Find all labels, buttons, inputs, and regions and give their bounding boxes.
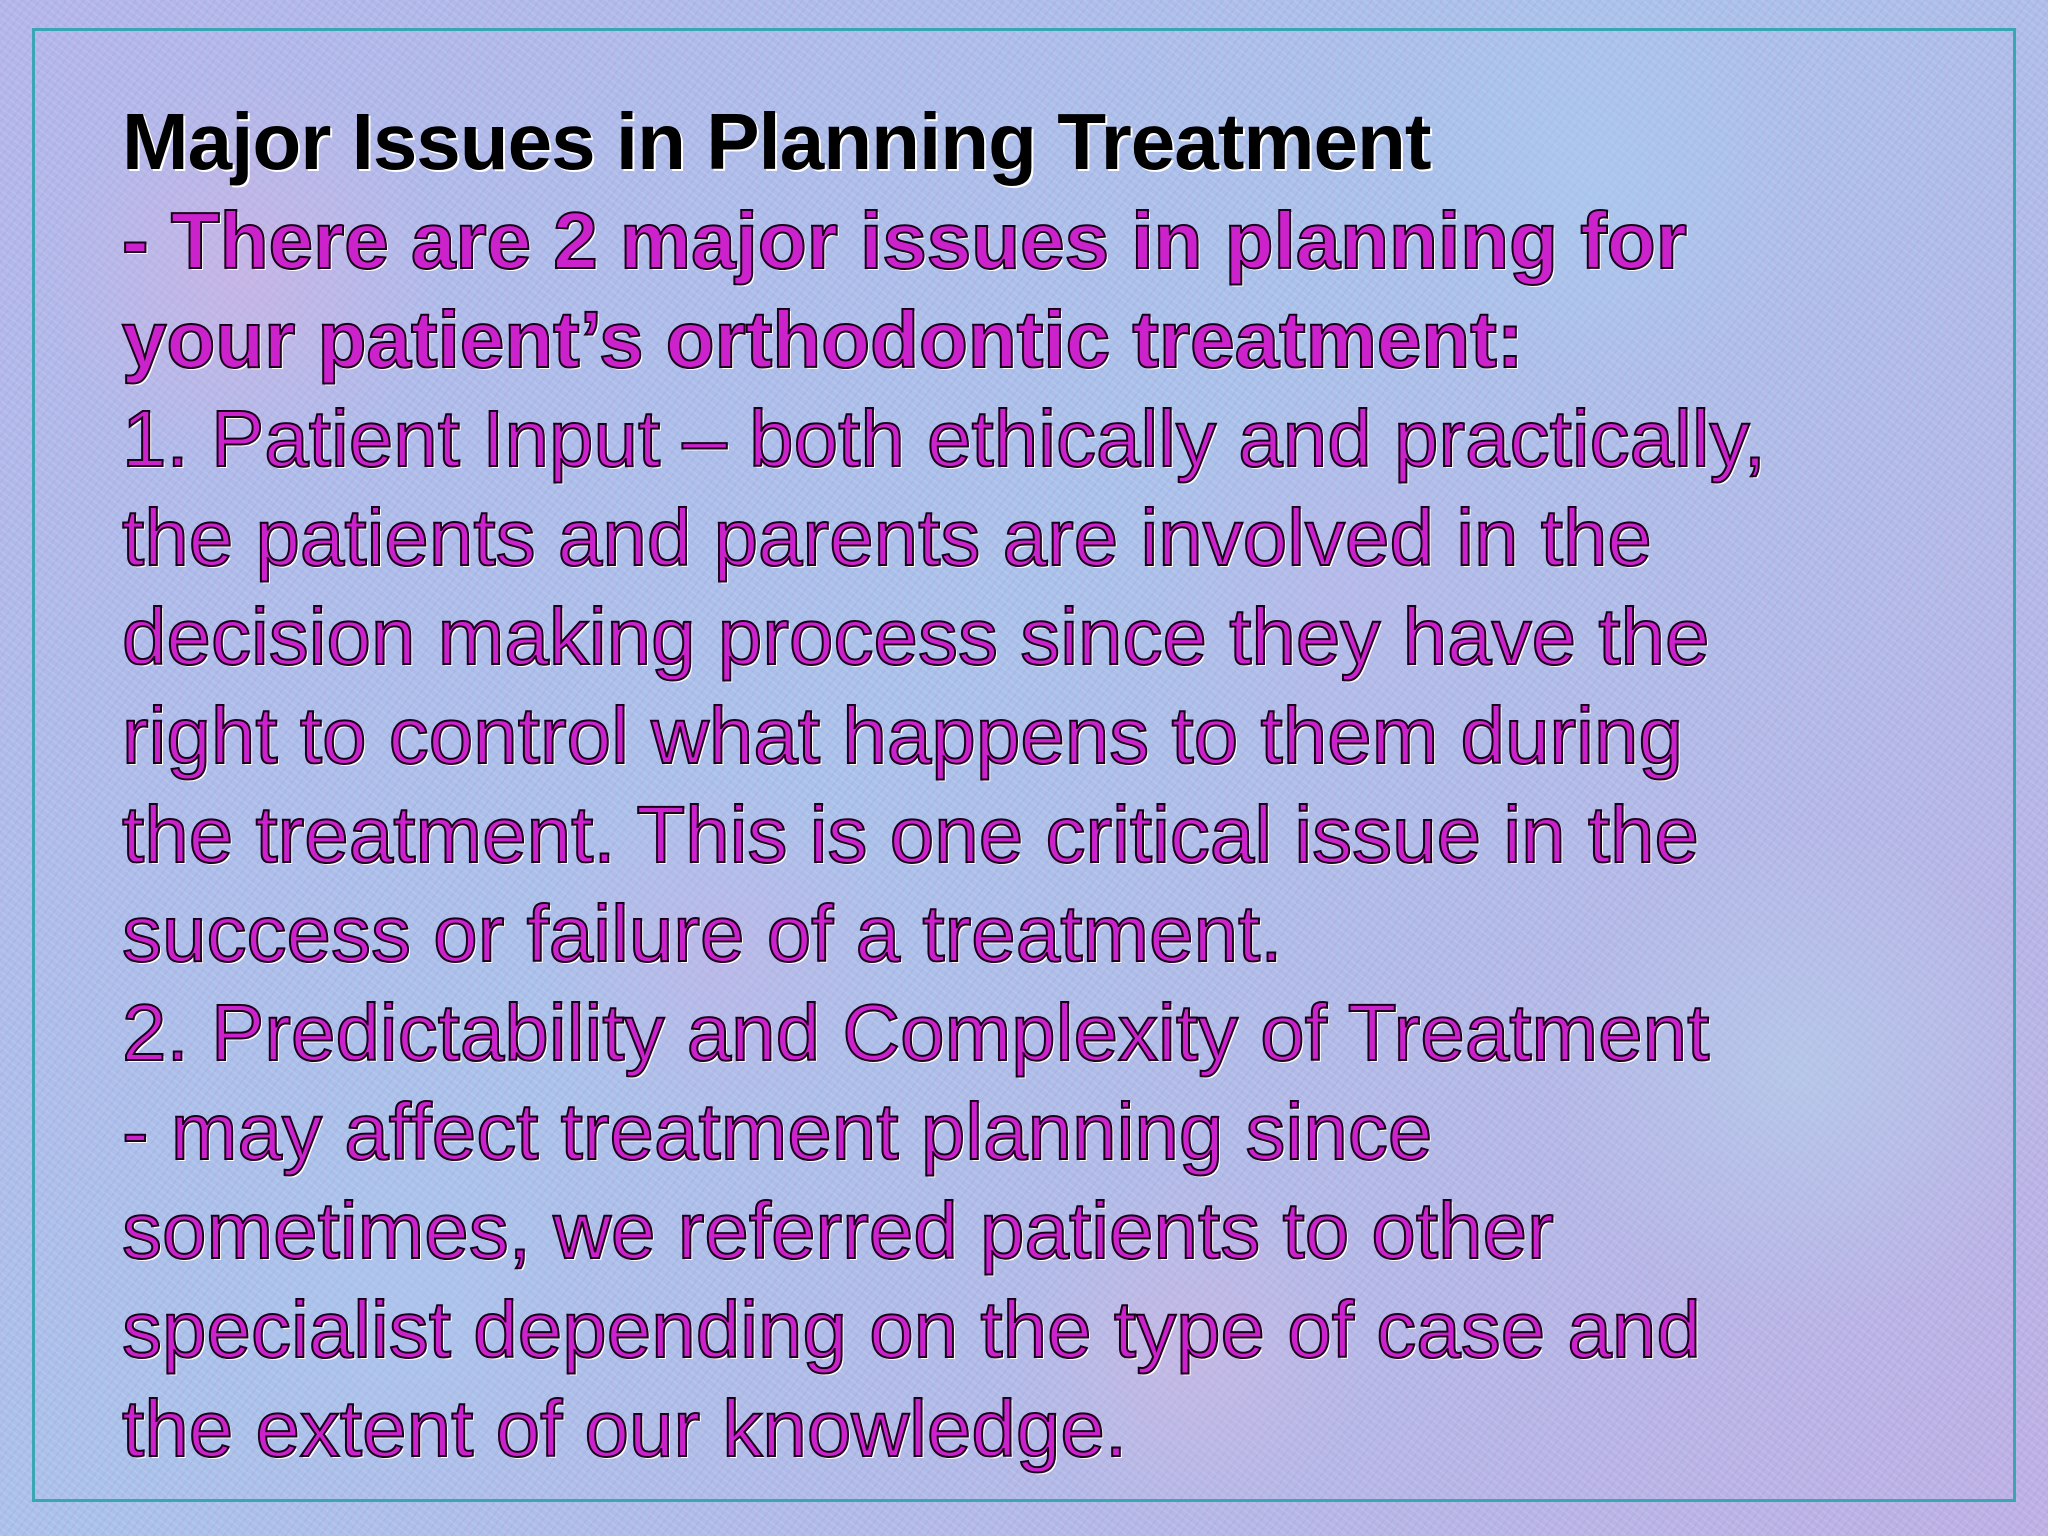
point-2-line: specialist depending on the type of case and [122,1285,1701,1374]
point-1-line: right to control what happens to them during [122,691,1683,780]
point-1-line: the treatment. This is one critical issue in the [122,790,1700,879]
point-2-line: the extent of our knowledge. [122,1384,1128,1473]
point-2-line: 2. Predictability and Complexity of Treatment [122,988,1710,1077]
intro-line: your patient’s orthodontic treatment: [122,295,1524,384]
point-2-line: sometimes, we referred patients to other [122,1186,1554,1275]
slide-content [122,92,1982,1478]
intro-line: - There are 2 major issues in planning for [122,196,1687,285]
point-1-line: 1. Patient Input – both ethically and practically, [122,394,1766,483]
point-1-line: the patients and parents are involved in the [122,493,1652,582]
slide-title: Major Issues in Planning Treatment [122,97,1431,186]
point-2-paragraph [122,983,1982,1478]
intro-paragraph [122,191,1982,389]
point-1-paragraph [122,389,1982,983]
point-1-line: decision making process since they have the [122,592,1710,681]
point-1-line: success or failure of a treatment. [122,889,1283,978]
point-2-line: - may affect treatment planning since [122,1087,1433,1176]
